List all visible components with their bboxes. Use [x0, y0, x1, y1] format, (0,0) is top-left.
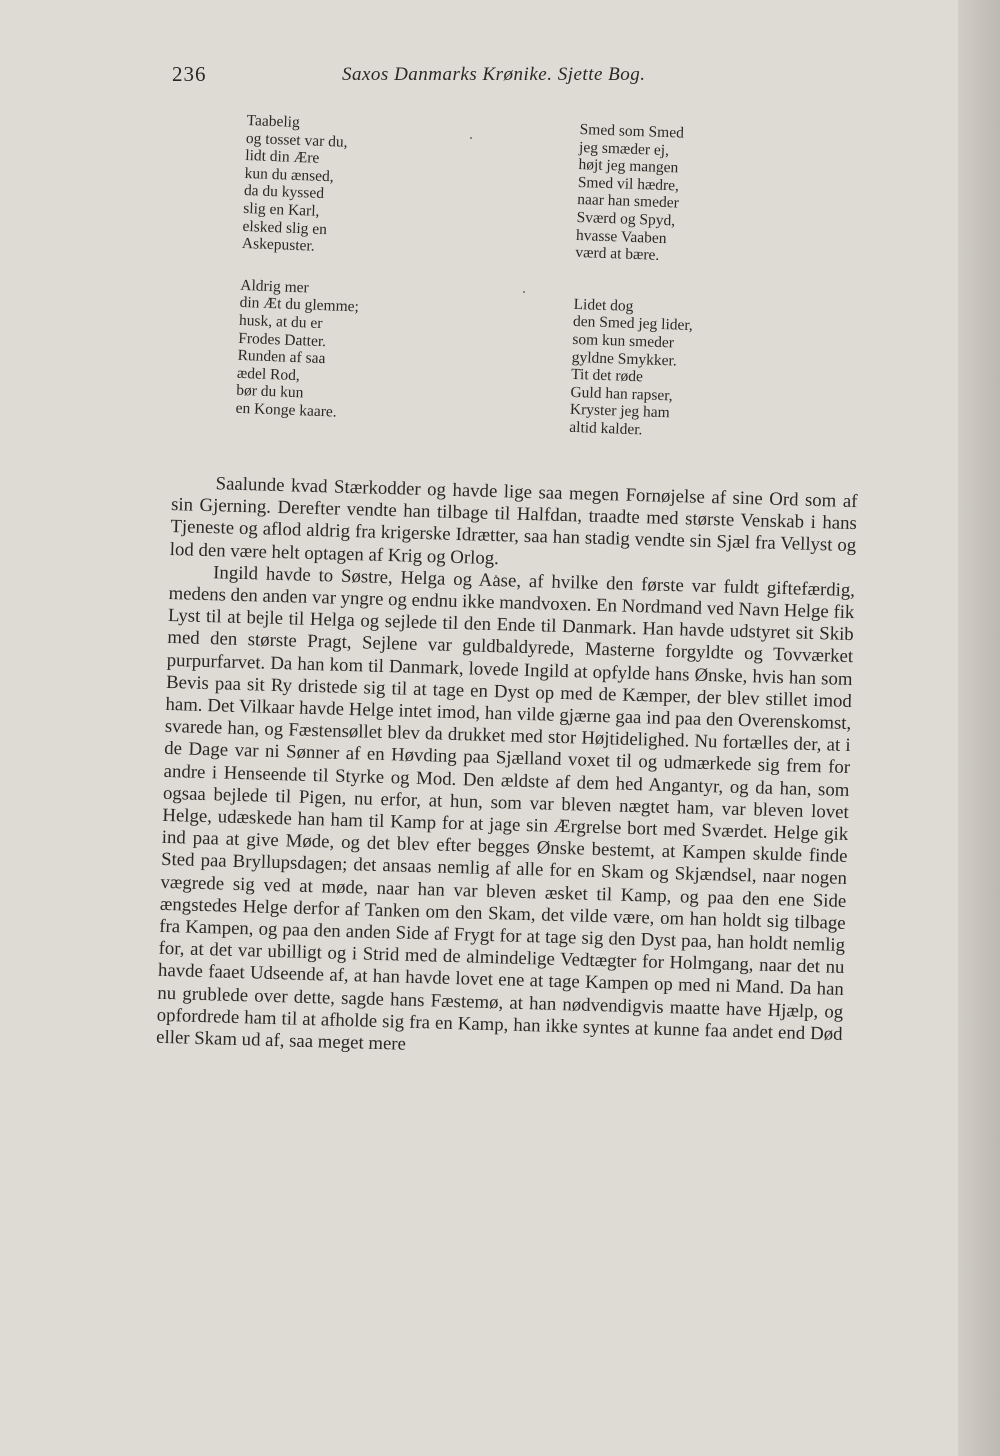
verse-line: naar han smeder — [576, 191, 680, 212]
running-head: Saxos Danmarks Krønike. Sjette Bog. — [342, 64, 646, 85]
verse-line: ædel Rod, — [236, 364, 301, 384]
verse-line: hvasse Vaaben — [575, 226, 667, 247]
page-edge-shadow — [958, 0, 1000, 1456]
verse-stanza — [575, 121, 700, 266]
verse-line: højt jeg mangen — [578, 156, 679, 177]
verse-line: og tosset var du, — [245, 129, 348, 151]
verse-line: lidt din Ære — [244, 147, 320, 167]
verse-line: Taabelig — [246, 112, 301, 132]
verse-line: bør du kun — [235, 382, 304, 402]
verse-column-left — [234, 112, 366, 446]
verse-line: den Smed jeg lider, — [572, 313, 694, 335]
verse-line: altid kalder. — [569, 418, 643, 439]
verse-line: da du kyssed — [243, 182, 325, 203]
verse-line: jeg smæder ej, — [578, 138, 670, 159]
verse-line: elsked slig en — [242, 217, 328, 238]
prose-paragraph: Ingild havde to Søstre, Helga og Aase, af hvilke den første var fuldt giftefærdig, medens den anden var yngre og endnu ikke mandvoxen. En Nordmand ved Navn Helge fik Lyst til at bejle til Helga og sejlede til den Ende til Danmark. Han havde udstyret sit Skib med den største Pragt, Sejlene var guldbaldyrede, Masterne forgyldte og Tovværket purpurfarvet. Da han kom til Danmark, lovede Ingild at opfylde hans Ønske, hvis han som Bevis paa sit Ry dristede sig til at tage en Dyst op med de Kæmper, der blev stillet imod ham. Det Vilkaar havde Helge intet imod, han vilde gjærne gaa ind paa den Overenskomst, svarede han, og Fæstensøllet blev da drukket med stor Højtidelighed. Nu fortælles der, at i de Dage var ni Sønner af en Høvding paa Sjælland voxet til og udmærkede sig frem for andre i Henseende til Styrke og Mod. Den ældste af dem hed Angantyr, og da han, som ogsaa bejlede til Pigen, nu erfor, at hun, som var bleven nægtet ham, var bleven lovet Helge, udæskede han ham til Kamp for at jage sin Ærgrelse bort med Sværdet. Helge gik ind paa at give Møde, og det blev efter begges Ønske bestemt, at Kampen skulde finde Sted paa Bryllupsdagen; det ansaas nemlig af alle for en Skam og Skjændsel, naar nogen vægrede sig ved at møde, naar han var bleven æsket til Kamp, og paa den ene Side ængstedes Helge derfor af Tanken om den Skam, det vilde være, om han holdt sig tilbage fra Kampen, og paa den anden Side af Frygt for at tage sig den Dyst paa, han holdt nemlig for, at det var ubilligt og i Strid med de almindelige Vedtægter for Holmgang, naar det nu havde faaet Udseende af, at han havde lovet ene at tage Kampen op med ni Mand. Da han nu grublede over dette, sagde hans Fæstemø, at han nødvendigvis maatte have Hjælp, og opfordrede ham til at afholde sig fra en Kamp, han ikke syntes at kunne faa andet end Død eller Skam ud af, saa meget mere — [155, 562, 856, 1055]
verse-line: Guld han rapser, — [570, 383, 674, 405]
verse-line: Frodes Datter. — [237, 329, 327, 350]
verse-line: din Æt du glemme; — [239, 294, 360, 316]
verse-line: Kryster jeg ham — [569, 401, 671, 422]
verse-line: Smed som Smed — [579, 121, 685, 142]
verse-line: Askepuster. — [241, 235, 315, 255]
verse-line: gyldne Smykker. — [571, 348, 678, 370]
verse-line: en Konge kaare. — [235, 399, 338, 421]
print-speck — [523, 291, 525, 293]
prose-paragraph: Saalunde kvad Stærkodder og havde lige saa megen Fornøjelse af sine Ord som af sin Gjerning. Derefter vendte han tilbage til Halfdan, traadte med største Venskab i hans Tjeneste og aflod aldrig fra krigerske Idrætter, saa han stadig vendte sin Sjæl fra Vellyst og lod den være helt optagen af Krig og Orlog. — [169, 473, 858, 569]
verse-line: Runden af saa — [237, 346, 326, 368]
verse-column-right — [568, 121, 700, 464]
verse-line: slig en Karl, — [242, 199, 320, 220]
page-number: 236 — [172, 62, 207, 86]
verse-stanza — [242, 112, 367, 257]
print-speck — [470, 137, 472, 139]
verse-stanza — [235, 277, 360, 422]
verse-stanza — [569, 296, 694, 441]
verse-line: Sværd og Spyd, — [576, 208, 676, 230]
verse-line: værd at bære. — [575, 244, 660, 265]
verse-line: Tit det røde — [570, 365, 644, 386]
verse-line: Lidet dog — [573, 295, 634, 315]
verse-line: husk, at du er — [238, 311, 323, 332]
verse-line: kun du ænsed, — [244, 164, 335, 186]
verse-line: Aldrig mer — [240, 276, 310, 297]
verse-line: Smed vil hædre, — [577, 173, 680, 195]
verse-line: som kun smeder — [572, 330, 675, 352]
page-header — [172, 62, 712, 92]
prose-body — [156, 472, 858, 1068]
